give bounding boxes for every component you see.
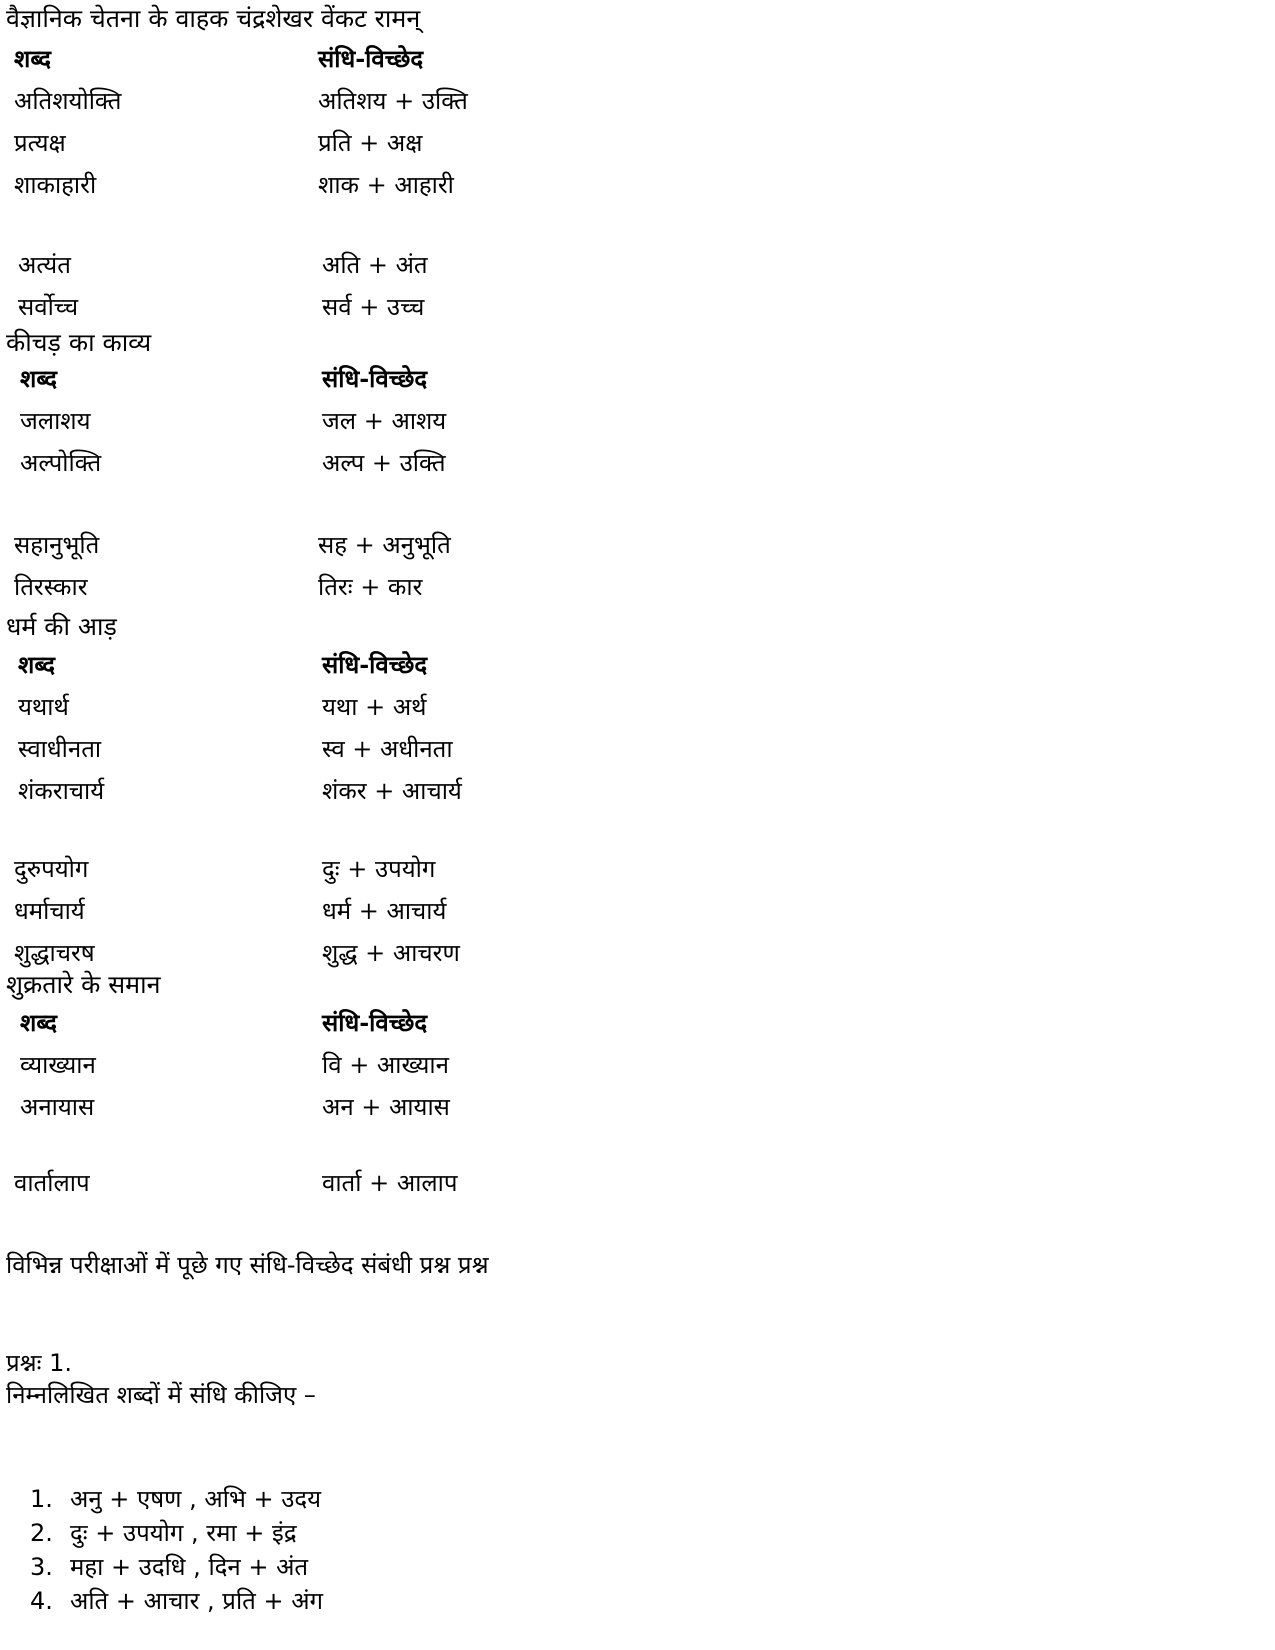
word-cell: शुद्धाचरष <box>14 939 95 967</box>
split-cell: यथा + अर्थ <box>322 693 427 721</box>
question-label: प्रश्नः 1. <box>6 1349 72 1377</box>
table-row <box>0 248 700 288</box>
split-cell: सर्व + उच्च <box>322 293 425 321</box>
table-row <box>0 1048 700 1088</box>
section-title: वैज्ञानिक चेतना के वाहक चंद्रशेखर वेंकट रामन् <box>6 4 421 33</box>
table-row <box>0 84 700 124</box>
list-number: 1. <box>30 1485 53 1513</box>
table-header-row <box>0 648 700 688</box>
list-item <box>30 1584 323 1618</box>
table-row <box>0 290 700 330</box>
split-cell: शुद्ध + आचरण <box>322 939 460 967</box>
word-cell: सर्वोच्च <box>18 293 79 321</box>
header-word: शब्द <box>14 44 52 73</box>
split-cell: अल्प + उक्ति <box>322 449 446 477</box>
question-instruction: निम्नलिखित शब्दों में संधि कीजिए – <box>6 1381 316 1409</box>
table-header-row <box>0 1006 700 1046</box>
word-cell: शाकाहारी <box>14 171 97 199</box>
table-row <box>0 732 700 772</box>
list-text: महा + उदधि , दिन + अंत <box>70 1553 309 1581</box>
table-row <box>0 570 700 610</box>
word-cell: तिरस्कार <box>14 573 88 601</box>
header-word: शब्द <box>20 364 58 393</box>
header-split: संधि-विच्छेद <box>318 44 424 73</box>
list-number: 4. <box>30 1587 53 1615</box>
split-cell: शंकर + आचार्य <box>322 777 462 805</box>
split-cell: वि + आख्यान <box>322 1051 449 1079</box>
word-cell: शंकराचार्य <box>18 777 105 805</box>
word-cell: स्वाधीनता <box>18 735 102 763</box>
section-title: कीचड़ का काव्य <box>6 328 152 357</box>
split-cell: दुः + उपयोग <box>322 855 436 883</box>
word-cell: अतिशयोक्ति <box>14 87 122 115</box>
split-cell: वार्ता + आलाप <box>322 1169 458 1197</box>
list-number: 3. <box>30 1553 53 1581</box>
table-row <box>0 852 700 892</box>
table-row <box>0 894 700 934</box>
section-title: शुक्रतारे के समान <box>6 970 161 999</box>
table-row <box>0 774 700 814</box>
section-title: धर्म की आड़ <box>6 612 117 641</box>
table-row <box>0 404 700 444</box>
header-split: संधि-विच्छेद <box>322 1008 428 1037</box>
split-cell: जल + आशय <box>322 407 447 435</box>
word-cell: धर्माचार्य <box>14 897 85 925</box>
split-cell: अति + अंत <box>322 251 428 279</box>
table-row <box>0 168 700 208</box>
list-item <box>30 1516 323 1550</box>
word-cell: यथार्थ <box>18 693 69 721</box>
word-cell: प्रत्यक्ष <box>14 129 66 157</box>
word-cell: दुरुपयोग <box>14 855 89 883</box>
split-cell: तिरः + कार <box>318 573 423 601</box>
list-item <box>30 1550 323 1584</box>
split-cell: सह + अनुभूति <box>318 531 451 559</box>
table-row <box>0 446 700 486</box>
word-cell: अत्यंत <box>18 251 71 279</box>
table-row <box>0 528 700 568</box>
word-cell: सहानुभूति <box>14 531 100 559</box>
header-split: संधि-विच्छेद <box>322 364 428 393</box>
split-cell: अन + आयास <box>322 1093 450 1121</box>
header-split: संधि-विच्छेद <box>322 650 428 679</box>
table-row <box>0 1090 700 1130</box>
split-cell: शाक + आहारी <box>318 171 454 199</box>
table-row <box>0 126 700 166</box>
word-cell: अल्पोक्ति <box>20 449 102 477</box>
list-item <box>30 1482 323 1516</box>
question-list <box>30 1482 323 1618</box>
table-header-row <box>0 42 700 82</box>
table-row <box>0 1166 700 1206</box>
split-cell: धर्म + आचार्य <box>322 897 447 925</box>
split-cell: अतिशय + उक्ति <box>318 87 468 115</box>
split-cell: प्रति + अक्ष <box>318 129 423 157</box>
header-word: शब्द <box>20 1008 58 1037</box>
list-number: 2. <box>30 1519 53 1547</box>
word-cell: जलाशय <box>20 407 91 435</box>
list-text: अनु + एषण , अभि + उदय <box>70 1485 322 1513</box>
header-word: शब्द <box>18 650 56 679</box>
list-text: दुः + उपयोग , रमा + इंद्र <box>70 1519 297 1547</box>
split-cell: स्व + अधीनता <box>322 735 453 763</box>
table-header-row <box>0 362 700 402</box>
word-cell: अनायास <box>20 1093 95 1121</box>
list-text: अति + आचार , प्रति + अंग <box>70 1587 324 1615</box>
word-cell: वार्तालाप <box>14 1169 90 1197</box>
word-cell: व्याख्यान <box>20 1051 96 1079</box>
exam-heading: विभिन्न परीक्षाओं में पूछे गए संधि-विच्छेद संबंधी प्रश्न प्रश्न <box>6 1251 489 1279</box>
table-row <box>0 690 700 730</box>
